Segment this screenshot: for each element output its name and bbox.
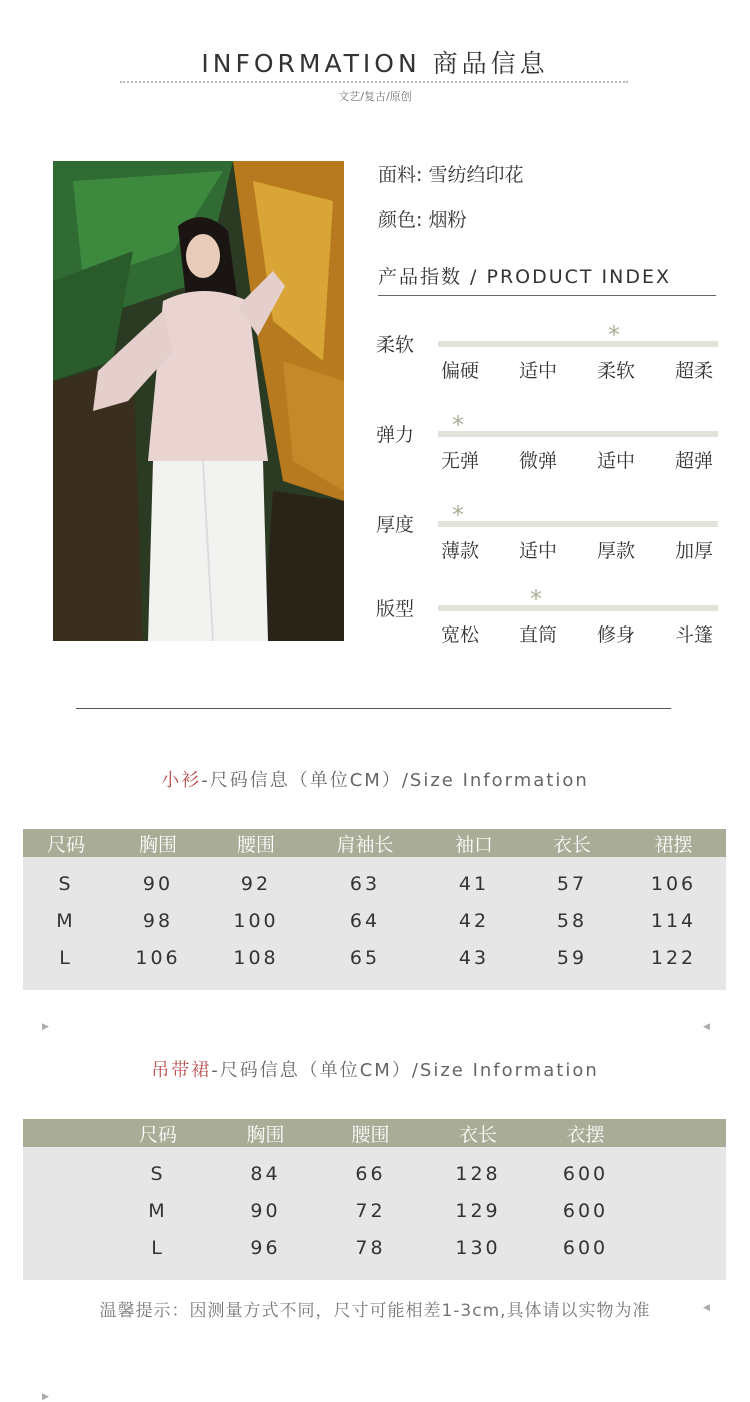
table-cell: 129 xyxy=(423,1192,533,1229)
scale-bar xyxy=(438,521,718,527)
table-row xyxy=(23,902,726,939)
scale-bar xyxy=(438,341,718,347)
table-cell: S xyxy=(23,857,109,902)
table-cell: 106 xyxy=(109,939,207,990)
table-cell: 114 xyxy=(621,902,726,939)
product-index-underline xyxy=(378,295,716,296)
triangle-left-icon: ◀ xyxy=(703,1303,710,1313)
title-dotted-divider xyxy=(120,81,628,83)
triangle-right-icon: ▶ xyxy=(42,1022,49,1032)
fabric-value: 雪纺绉印花 xyxy=(428,164,524,186)
top-size-title-accent: 小衫 xyxy=(161,770,202,791)
scale-label: 版型 xyxy=(376,598,415,620)
table-cell-empty xyxy=(638,1192,726,1229)
table-cell: 96 xyxy=(213,1229,318,1280)
top-size-title xyxy=(0,766,750,792)
scale-option: 柔软 xyxy=(596,360,635,382)
table-cell: 59 xyxy=(523,939,621,990)
table-cell: 42 xyxy=(425,902,523,939)
scale-option: 修身 xyxy=(596,624,635,646)
column-header-empty xyxy=(638,1119,726,1147)
scale-option: 适中 xyxy=(518,540,557,562)
table-cell: 600 xyxy=(533,1192,638,1229)
table-cell: 65 xyxy=(305,939,425,990)
scale-option: 无弹 xyxy=(440,450,479,472)
table-cell: 58 xyxy=(523,902,621,939)
scale-option: 薄款 xyxy=(440,540,479,562)
table-row xyxy=(23,857,726,902)
table-cell: 108 xyxy=(207,939,305,990)
dress-size-table xyxy=(23,1119,726,1280)
column-header: 尺码 xyxy=(23,829,109,857)
scale-option: 适中 xyxy=(518,360,557,382)
table-cell: 64 xyxy=(305,902,425,939)
column-header: 衣摆 xyxy=(533,1119,638,1147)
color-value: 烟粉 xyxy=(428,209,467,231)
table-cell: 43 xyxy=(425,939,523,990)
table-header-row xyxy=(23,829,726,857)
table-cell: 600 xyxy=(533,1147,638,1192)
table-cell-empty xyxy=(638,1229,726,1280)
table-cell: M xyxy=(23,902,109,939)
fabric-label: 面料: xyxy=(378,164,423,186)
table-row xyxy=(23,939,726,990)
table-cell: S xyxy=(103,1147,213,1192)
column-header: 肩袖长 xyxy=(305,829,425,857)
table-cell-empty xyxy=(23,1229,103,1280)
fabric-attribute xyxy=(378,160,523,187)
column-header: 衣长 xyxy=(423,1119,533,1147)
column-header: 衣长 xyxy=(523,829,621,857)
triangle-left-icon: ◀ xyxy=(703,1022,710,1032)
measurement-note: 温馨提示：因测量方式不同，尺寸可能相差1-3cm,具体请以实物为准 xyxy=(99,1301,651,1321)
scale-label: 厚度 xyxy=(376,514,415,536)
triangle-right-icon: ▶ xyxy=(42,1392,49,1402)
table-cell: M xyxy=(103,1192,213,1229)
table-cell: 92 xyxy=(207,857,305,902)
table-cell: 84 xyxy=(213,1147,318,1192)
column-header-empty xyxy=(23,1119,103,1147)
table-cell: L xyxy=(23,939,109,990)
column-header: 裙摆 xyxy=(621,829,726,857)
table-cell: 122 xyxy=(621,939,726,990)
top-size-table xyxy=(23,829,726,990)
top-size-title-rest: -尺码信息（单位CM）/Size Information xyxy=(201,770,589,791)
product-index-title: 产品指数 / PRODUCT INDEX xyxy=(378,266,672,288)
table-cell: 106 xyxy=(621,857,726,902)
table-row xyxy=(23,1147,726,1192)
dress-size-title-accent: 吊带裙 xyxy=(151,1060,212,1081)
table-cell: 130 xyxy=(423,1229,533,1280)
product-photo xyxy=(53,161,344,641)
scale-marker: * xyxy=(452,501,464,529)
table-row xyxy=(23,1229,726,1280)
page-title: INFORMATION 商品信息 xyxy=(201,49,549,78)
table-cell: 78 xyxy=(318,1229,423,1280)
table-cell: 90 xyxy=(213,1192,318,1229)
column-header: 胸围 xyxy=(213,1119,318,1147)
section-divider xyxy=(76,708,671,709)
table-cell: 98 xyxy=(109,902,207,939)
scale-option: 偏硬 xyxy=(440,360,479,382)
color-label: 颜色: xyxy=(378,209,423,231)
table-cell: 57 xyxy=(523,857,621,902)
scale-label: 弹力 xyxy=(376,424,415,446)
table-row xyxy=(23,1192,726,1229)
scale-option: 斗篷 xyxy=(674,624,713,646)
scale-bar xyxy=(438,605,718,611)
table-cell-empty xyxy=(23,1192,103,1229)
table-cell: 100 xyxy=(207,902,305,939)
scale-option: 适中 xyxy=(596,450,635,472)
column-header: 腰围 xyxy=(318,1119,423,1147)
scale-label: 柔软 xyxy=(376,334,415,356)
table-cell: 41 xyxy=(425,857,523,902)
dress-size-title-rest: -尺码信息（单位CM）/Size Information xyxy=(211,1060,599,1081)
column-header: 袖口 xyxy=(425,829,523,857)
table-cell: 72 xyxy=(318,1192,423,1229)
scale-option: 直筒 xyxy=(518,624,557,646)
scale-bar xyxy=(438,431,718,437)
table-cell-empty xyxy=(638,1147,726,1192)
table-cell: 66 xyxy=(318,1147,423,1192)
scale-marker: * xyxy=(452,411,464,439)
scale-option: 厚款 xyxy=(596,540,635,562)
scale-marker: * xyxy=(608,321,620,349)
dress-size-title xyxy=(0,1056,750,1082)
table-cell: 600 xyxy=(533,1229,638,1280)
scale-option: 微弹 xyxy=(518,450,557,472)
table-cell: 128 xyxy=(423,1147,533,1192)
page-subtitle: 文艺/复古/原创 xyxy=(338,90,412,103)
column-header: 尺码 xyxy=(103,1119,213,1147)
scale-option: 超柔 xyxy=(674,360,713,382)
scale-option: 宽松 xyxy=(440,624,479,646)
scale-option: 超弹 xyxy=(674,450,713,472)
table-header-row xyxy=(23,1119,726,1147)
scale-marker: * xyxy=(530,585,542,613)
scale-option: 加厚 xyxy=(674,540,713,562)
table-cell: L xyxy=(103,1229,213,1280)
column-header: 腰围 xyxy=(207,829,305,857)
table-cell: 63 xyxy=(305,857,425,902)
table-cell: 90 xyxy=(109,857,207,902)
column-header: 胸围 xyxy=(109,829,207,857)
table-cell-empty xyxy=(23,1147,103,1192)
color-attribute xyxy=(378,205,466,232)
